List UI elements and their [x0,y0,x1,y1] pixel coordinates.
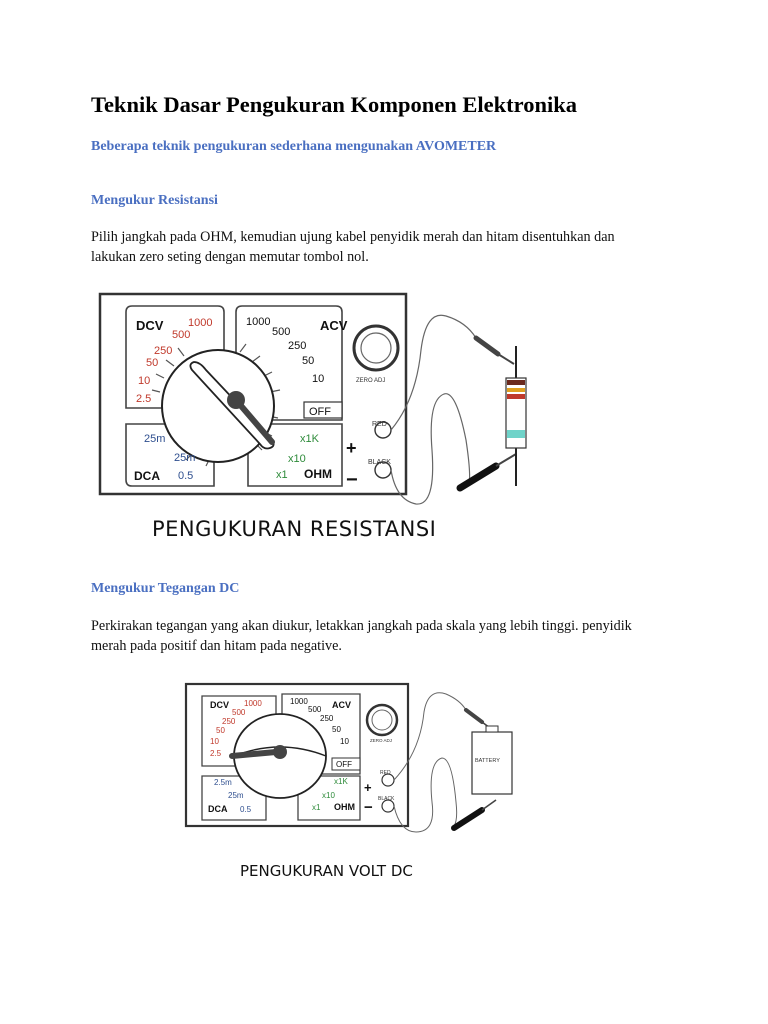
acv-range: 50 [302,355,315,367]
plus-sign: + [346,438,357,458]
black-probe-tip [496,454,516,466]
off-label: OFF [309,406,331,418]
acv-range: 500 [308,705,322,714]
multimeter-diagram-volt-dc [184,682,524,882]
dca-range: 2.5m [214,778,232,787]
dca-range: 0.5 [240,805,252,814]
dcv-range: 500 [172,329,191,341]
dca-label: DCA [208,804,228,814]
ohm-range: x10 [288,453,306,465]
ohm-range: x10 [322,791,335,800]
black-probe [460,466,496,488]
dca-range: 25m [174,452,196,464]
dcv-range: 10 [138,375,151,387]
battery-label: BATTERY [475,758,500,764]
paragraph-line: Pilih jangkah pada OHM, kemudian ujung kabel penyidik merah dan hitam disentuhkan dan [91,229,615,245]
dca-range: 0.5 [178,470,194,482]
resistor-band [507,388,525,392]
dcv-range: 10 [210,737,219,746]
acv-label: ACV [332,700,352,710]
acv-range: 250 [288,340,307,352]
pointer-arm [232,752,276,756]
acv-label: ACV [320,318,348,333]
ohm-range: x1 [312,803,321,812]
dcv-range: 2.5 [210,749,222,758]
red-probe [476,338,498,354]
dcv-range: 50 [216,726,225,735]
acv-range: 1000 [290,697,308,706]
figure-resistance [96,290,536,550]
minus-sign: − [364,799,373,816]
resistor-band [507,380,525,385]
acv-range: 10 [312,373,325,385]
subtitle: Beberapa teknik pengukuran sederhana mengunakan AVOMETER [91,139,497,154]
zero-adj-label: ZERO ADJ [370,738,393,743]
figure-caption: PENGUKURAN RESISTANSI [152,517,437,541]
red-label: RED [372,421,387,428]
pointer-hub [273,745,287,759]
black-probe [454,810,482,828]
red-probe-tip [498,354,514,364]
acv-range: 500 [272,326,291,338]
acv-range: 1000 [246,316,271,328]
acv-range: 50 [332,725,341,734]
dca-label: DCA [134,469,160,483]
section-paragraph-resistansi [91,227,615,267]
resistor-band [507,394,525,399]
ohm-range: x1K [300,433,319,445]
acv-range: 10 [340,737,349,746]
multimeter-diagram-resistance [96,290,536,550]
dca-range: 25m [228,791,244,800]
black-label: BLACK [368,459,391,466]
paragraph-line: Perkirakan tegangan yang akan diukur, letakkan jangkah pada skala yang lebih tinggi. penyidik [91,618,632,634]
red-label: RED [380,770,391,776]
black-label: BLACK [378,796,395,802]
black-probe-tip [482,800,496,810]
selector-dial[interactable] [162,350,274,462]
dcv-range: 2.5 [136,393,152,405]
zero-adj-label: ZERO ADJ [356,378,386,384]
dcv-range: 1000 [188,317,213,329]
section-heading-resistansi: Mengukur Resistansi [91,193,218,208]
dca-range: 25m [144,433,166,445]
section-heading-tegangan-dc: Mengukur Tegangan DC [91,581,240,596]
paragraph-line: lakukan zero seting dengan memutar tombol nol. [91,249,369,265]
ohm-label: OHM [304,467,332,481]
dcv-range: 1000 [244,699,262,708]
paragraph-line: merah pada positif dan hitam pada negative. [91,638,342,654]
dcv-range: 500 [232,708,246,717]
figure-caption: PENGUKURAN VOLT DC [240,862,413,880]
battery-terminal [486,726,498,732]
resistor-band [507,430,525,438]
off-label: OFF [336,760,352,769]
page-title: Teknik Dasar Pengukuran Komponen Elektronika [91,92,577,117]
figure-volt-dc [184,682,524,882]
red-probe [466,710,482,722]
dcv-range: 250 [222,717,236,726]
dcv-range: 50 [146,357,159,369]
ohm-range: x1K [334,777,348,786]
section-paragraph-tegangan-dc [91,616,632,656]
dcv-label: DCV [210,700,230,710]
ohm-range: x1 [276,469,288,481]
minus-sign: − [346,469,358,491]
dcv-range: 250 [154,345,173,357]
acv-range: 250 [320,714,334,723]
ohm-label: OHM [334,802,355,812]
plus-sign: + [364,780,372,795]
dcv-label: DCV [136,318,164,333]
